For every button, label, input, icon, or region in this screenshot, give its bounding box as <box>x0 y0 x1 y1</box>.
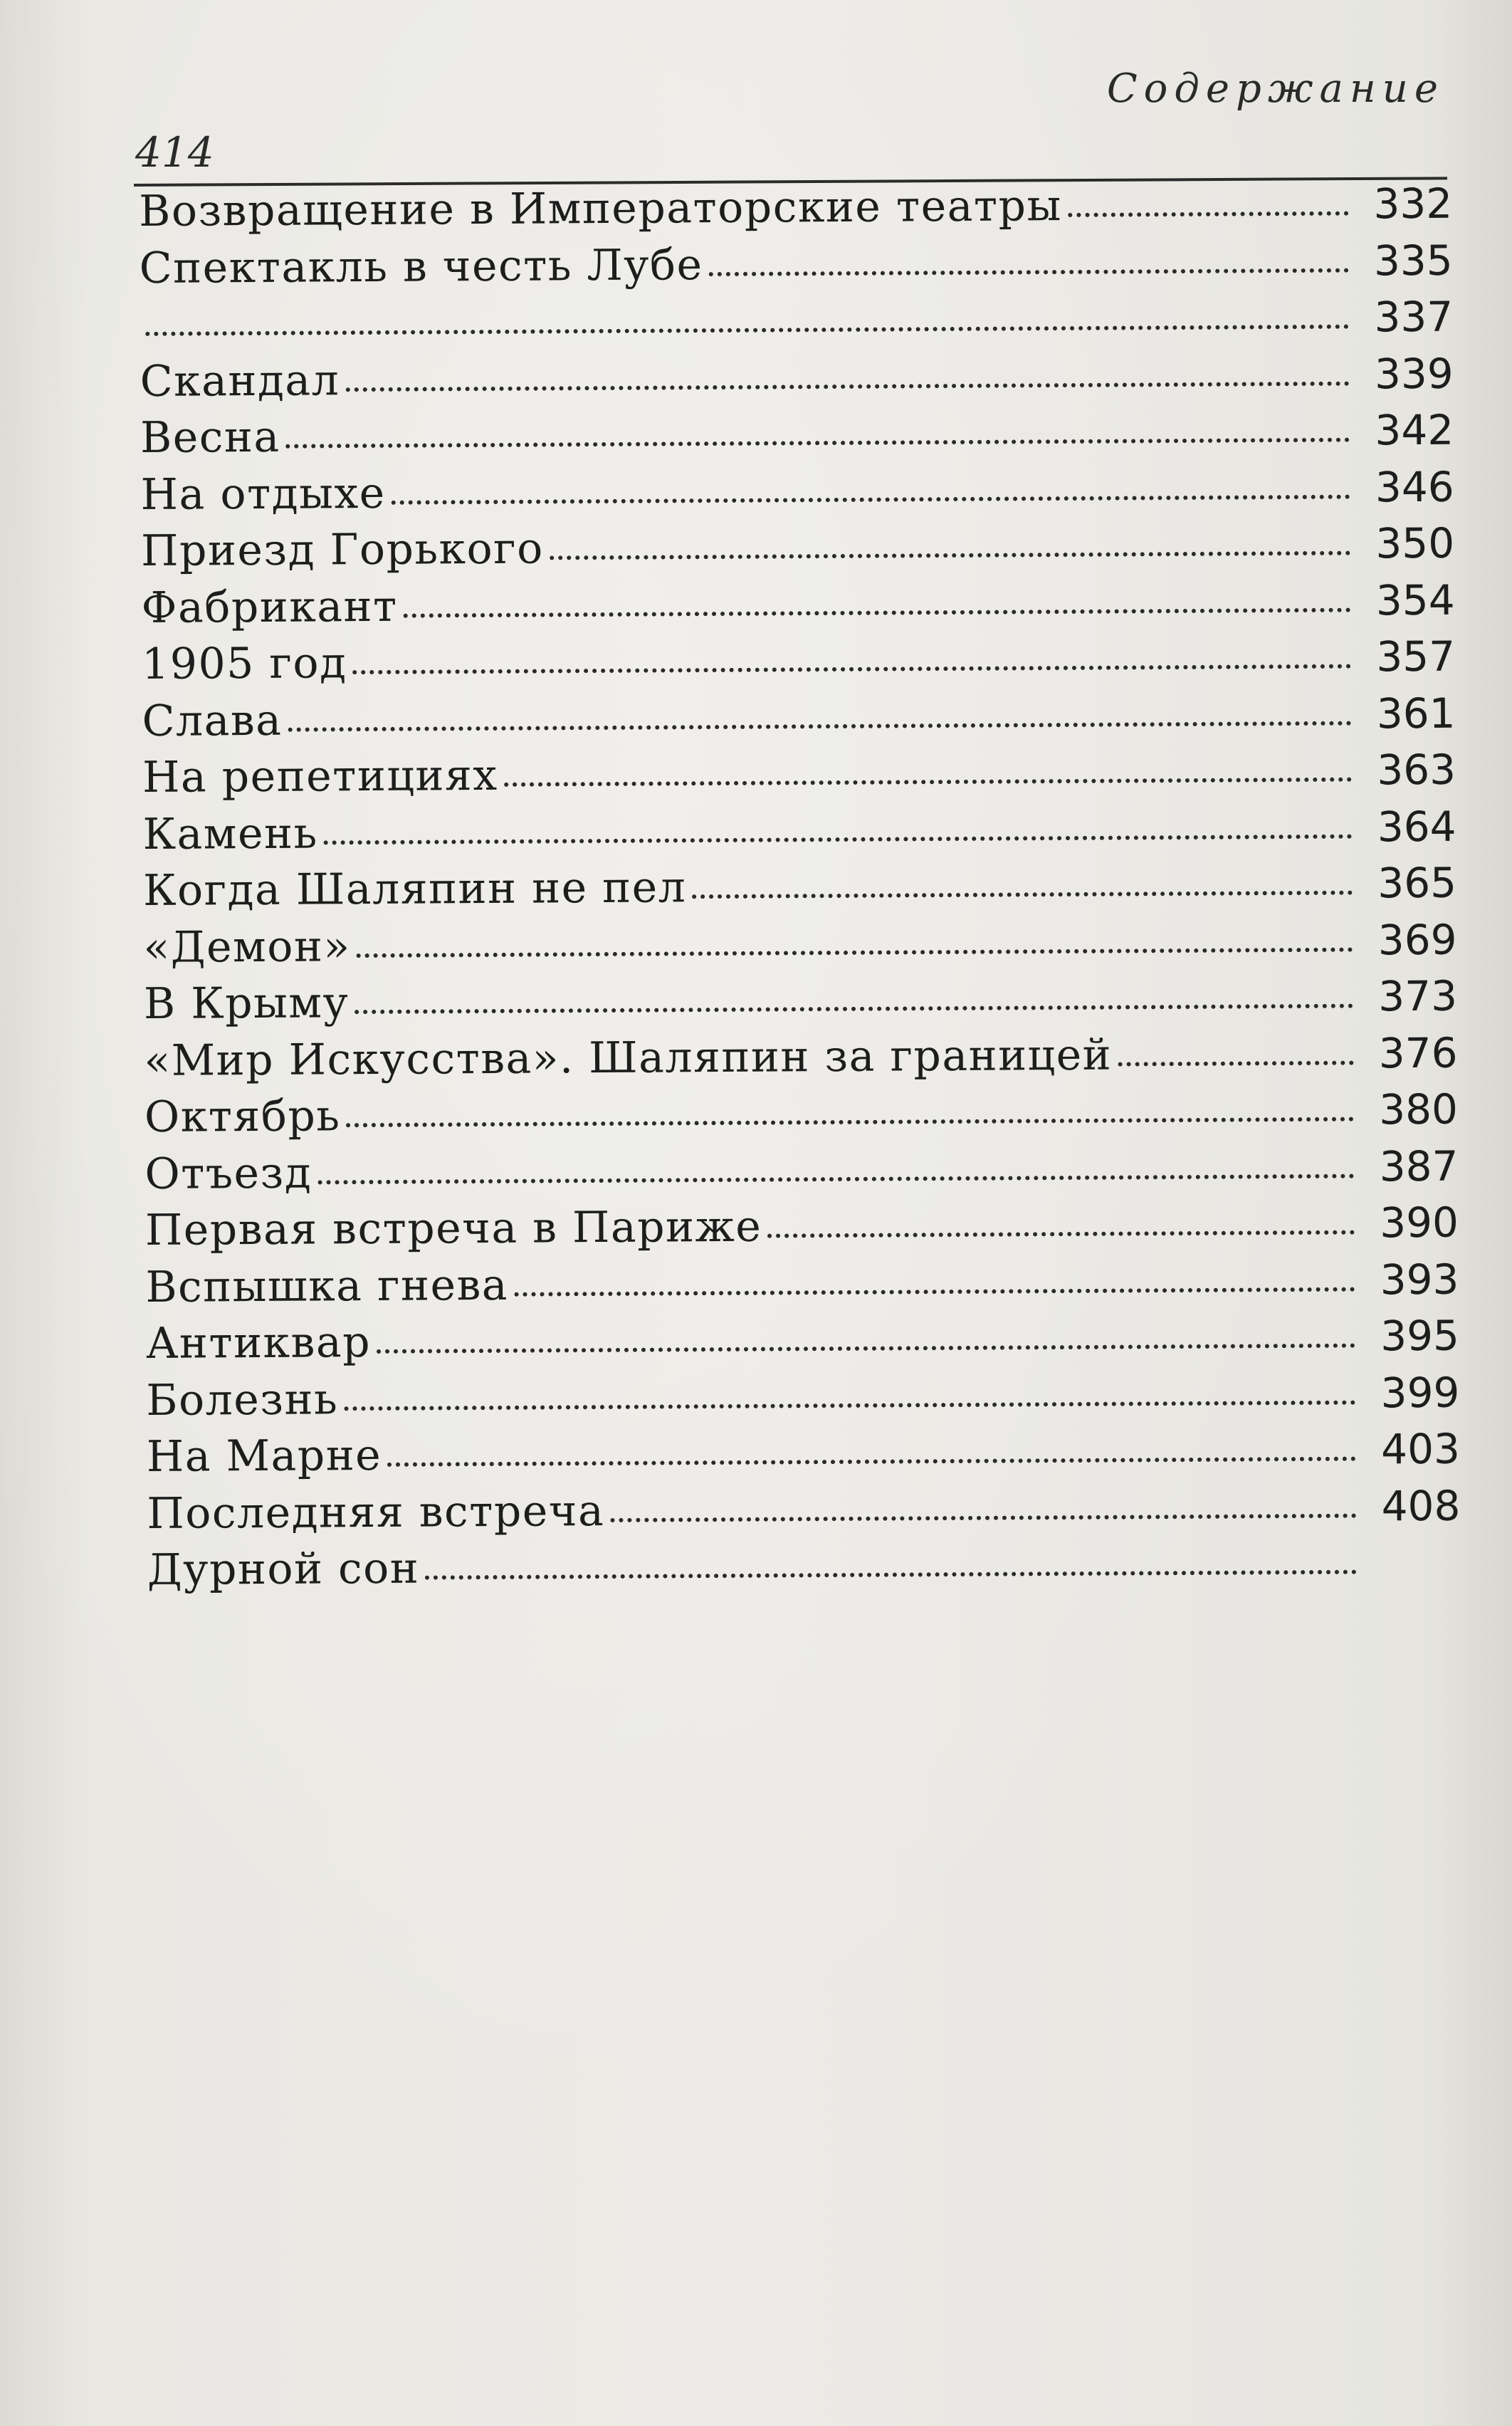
toc-dot-leader <box>286 438 1350 449</box>
toc-entry-title: Когда Шаляпин не пел <box>142 862 687 916</box>
toc-entry-title: Последняя встреча <box>147 1485 605 1539</box>
toc-entry <box>145 1138 1458 1203</box>
toc-entry-page: 350 <box>1375 518 1455 568</box>
table-of-contents <box>139 176 1461 1599</box>
toc-entry-page: 354 <box>1375 575 1455 624</box>
toc-entry-page: 346 <box>1375 462 1454 511</box>
toc-dot-leader <box>352 664 1351 675</box>
toc-entry-title: «Демон» <box>143 921 351 973</box>
toc-entry <box>142 798 1456 863</box>
toc-entry <box>140 402 1454 467</box>
toc-dot-leader <box>514 1287 1355 1296</box>
toc-dot-leader <box>404 607 1351 617</box>
toc-dot-leader <box>317 1173 1354 1184</box>
toc-dot-leader <box>377 1344 1355 1354</box>
toc-dot-leader <box>288 721 1352 731</box>
toc-entry-page: 342 <box>1375 405 1454 455</box>
toc-dot-leader <box>767 1230 1355 1238</box>
toc-entry-title: Фабрикант <box>141 581 398 633</box>
toc-entry <box>147 1534 1461 1599</box>
toc-entry-title: Скандал <box>140 355 340 407</box>
toc-entry <box>142 685 1455 750</box>
toc-entry <box>142 742 1456 807</box>
toc-dot-leader <box>709 268 1349 276</box>
toc-entry <box>142 629 1455 694</box>
toc-entry-page: 395 <box>1380 1311 1460 1361</box>
toc-dot-leader <box>355 1004 1353 1015</box>
toc-entry-title: Вспышка гнева <box>145 1260 509 1312</box>
toc-entry <box>139 232 1452 297</box>
toc-entry <box>144 1025 1457 1089</box>
toc-entry-title: Возвращение в Императорские театры <box>139 181 1062 236</box>
toc-entry-page: 403 <box>1380 1424 1461 1474</box>
toc-entry-title: Антиквар <box>145 1317 372 1369</box>
toc-dot-leader <box>425 1570 1357 1580</box>
toc-dot-leader <box>610 1513 1356 1522</box>
toc-entry-title: Приезд Горького <box>140 523 544 576</box>
toc-entry-title: Отъезд <box>145 1148 313 1199</box>
toc-entry <box>141 516 1454 580</box>
toc-entry-page: 361 <box>1376 689 1456 738</box>
toc-entry-title: В Крыму <box>143 978 350 1029</box>
toc-entry-title: Спектакль в честь Лубе <box>139 239 703 293</box>
page-number: 414 <box>135 128 214 177</box>
toc-dot-leader <box>347 1117 1355 1128</box>
toc-entry-title: Октябрь <box>144 1091 341 1142</box>
toc-entry-page: 376 <box>1378 1028 1458 1077</box>
toc-entry-page: 380 <box>1379 1084 1459 1134</box>
toc-entry <box>147 1421 1460 1486</box>
toc-entry <box>145 1082 1458 1146</box>
toc-entry-page: 369 <box>1377 915 1457 964</box>
toc-dot-leader <box>550 551 1350 560</box>
toc-dot-leader <box>324 834 1353 845</box>
toc-entry-page: 337 <box>1374 292 1454 342</box>
toc-entry-page: 364 <box>1377 802 1456 851</box>
toc-entry <box>141 572 1454 637</box>
toc-entry-page: 357 <box>1376 632 1456 681</box>
toc-entry-title: Камень <box>142 807 318 859</box>
toc-entry-page: 373 <box>1378 971 1458 1021</box>
running-title: Содержание <box>1106 66 1444 112</box>
toc-entry-title: На репетициях <box>142 750 498 802</box>
toc-entry <box>143 911 1456 976</box>
toc-entry-title: Болезнь <box>146 1374 339 1426</box>
toc-entry-page: 363 <box>1377 745 1456 795</box>
toc-entry <box>147 1478 1460 1542</box>
toc-entry <box>145 1195 1459 1260</box>
toc-entry-title: Первая встреча в Париже <box>145 1201 762 1255</box>
toc-entry-page: 408 <box>1381 1481 1461 1530</box>
toc-entry-page: 335 <box>1373 236 1453 285</box>
toc-entry-page: 365 <box>1377 858 1457 908</box>
toc-entry <box>144 968 1457 1033</box>
toc-dot-leader <box>504 778 1352 787</box>
toc-entry-title: Слава <box>142 695 283 746</box>
toc-entry <box>145 1251 1459 1316</box>
toc-entry <box>140 289 1453 354</box>
toc-entry <box>140 345 1453 410</box>
toc-entry <box>139 176 1452 241</box>
toc-entry-title: Дурной сон <box>147 1543 420 1595</box>
toc-entry-page: 387 <box>1379 1141 1459 1191</box>
toc-dot-leader <box>692 891 1353 899</box>
toc-entry-page: 332 <box>1373 179 1453 229</box>
toc-entry <box>146 1364 1459 1429</box>
toc-dot-leader <box>345 381 1350 392</box>
toc-dot-leader <box>1068 211 1349 217</box>
toc-entry <box>146 1308 1459 1373</box>
toc-dot-leader <box>1118 1060 1353 1066</box>
toc-entry-title: На Марне <box>146 1430 382 1482</box>
toc-entry <box>143 855 1456 920</box>
toc-entry-title: На отдыхе <box>140 468 386 520</box>
toc-dot-leader <box>145 325 1349 336</box>
toc-entry-page: 339 <box>1374 349 1454 398</box>
toc-entry-page: 393 <box>1380 1255 1459 1304</box>
toc-dot-leader <box>357 947 1353 958</box>
toc-entry-title: 1905 год <box>141 638 347 689</box>
toc-entry-page: 399 <box>1380 1368 1460 1417</box>
toc-dot-leader <box>344 1400 1355 1411</box>
toc-dot-leader <box>387 1457 1356 1467</box>
toc-entry-page: 390 <box>1380 1198 1459 1248</box>
toc-entry <box>140 459 1454 523</box>
toc-entry-title: Весна <box>140 412 280 463</box>
toc-dot-leader <box>392 494 1350 504</box>
toc-entry-title: «Мир Искусства». Шаляпин за границей <box>144 1030 1113 1086</box>
